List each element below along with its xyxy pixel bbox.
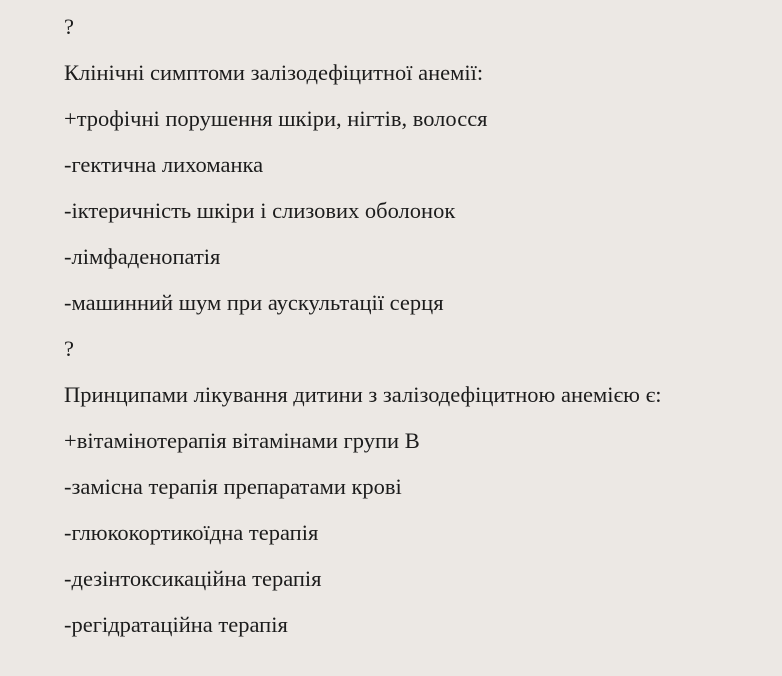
document-body: [64, 4, 774, 648]
question-marker: ?: [64, 336, 74, 361]
answer-option: -замісна терапія препаратами крові: [64, 474, 402, 499]
answer-option: -глюкокортикоїдна терапія: [64, 520, 319, 545]
answer-option-correct: +вітамінотерапія вітамінами групи В: [64, 428, 420, 453]
answer-option: -лімфаденопатія: [64, 244, 221, 269]
question-marker: ?: [64, 14, 74, 39]
question-text: Принципами лікування дитини з залізодефіцитною анемією є:: [64, 382, 662, 407]
answer-option: -дезінтоксикаційна терапія: [64, 566, 322, 591]
answer-option: -регідратаційна терапія: [64, 612, 288, 637]
answer-option: -гектична лихоманка: [64, 152, 264, 177]
question-text: Клінічні симптоми залізодефіцитної анемії:: [64, 60, 484, 85]
answer-option-correct: +трофічні порушення шкіри, нігтів, волосся: [64, 106, 488, 131]
answer-option: -іктеричність шкіри і слизових оболонок: [64, 198, 456, 223]
answer-option: -машинний шум при аускультації серця: [64, 290, 444, 315]
